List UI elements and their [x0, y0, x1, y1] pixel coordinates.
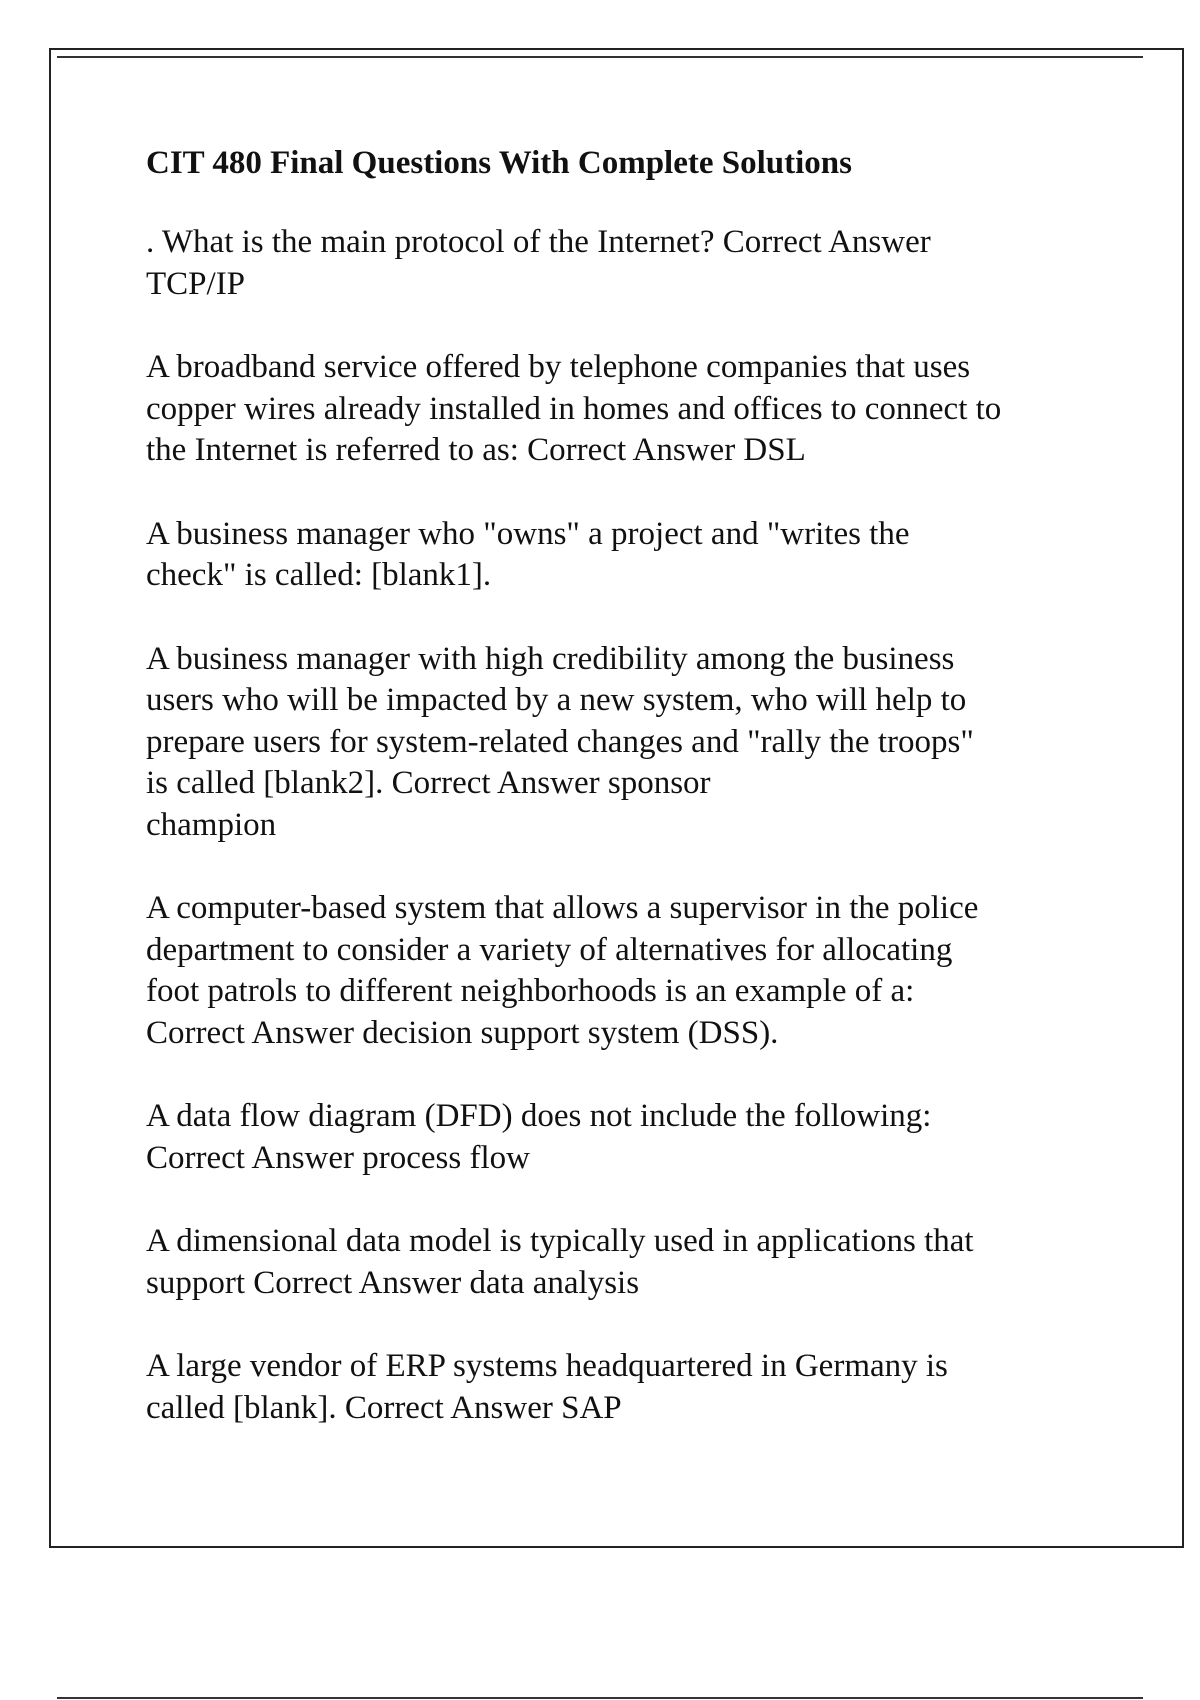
qa-entry-champion: A business manager with high credibility among the business users who will be impacted by a new system, who will help to prepare users for system-related changes and "rally the troops" is called [blank2]. Correct Answer sponsor champion — [146, 640, 974, 843]
qa-entry-project-owner: A business manager who "owns" a project and "writes the check" is called: [blank1]. — [146, 515, 910, 593]
qa-entry-dimensional-model: A dimensional data model is typically used in applications that support Correct Answer data analysis — [146, 1223, 974, 1301]
document-title: CIT 480 Final Questions With Complete Solutions — [146, 145, 852, 181]
document-body — [146, 142, 1106, 1471]
header-rule — [57, 56, 1143, 58]
qa-entry-dss: A computer-based system that allows a supervisor in the police department to consider a variety of alternatives for allocating foot patrols to different neighborhoods is an example of a: Correct Answer decision support system (DSS). — [146, 890, 979, 1051]
qa-entry-erp-vendor: A large vendor of ERP systems headquartered in Germany is called [blank]. Correct Answer SAP — [146, 1348, 948, 1426]
qa-entry-protocol: . What is the main protocol of the Internet? Correct Answer TCP/IP — [146, 224, 931, 302]
qa-entry-dfd: A data flow diagram (DFD) does not include the following: Correct Answer process flow — [146, 1098, 932, 1176]
footer-rule — [57, 1697, 1143, 1699]
qa-entry-dsl: A broadband service offered by telephone companies that uses copper wires already installed in homes and offices to connect to the Internet is referred to as: Correct Answer DSL — [146, 349, 1002, 468]
